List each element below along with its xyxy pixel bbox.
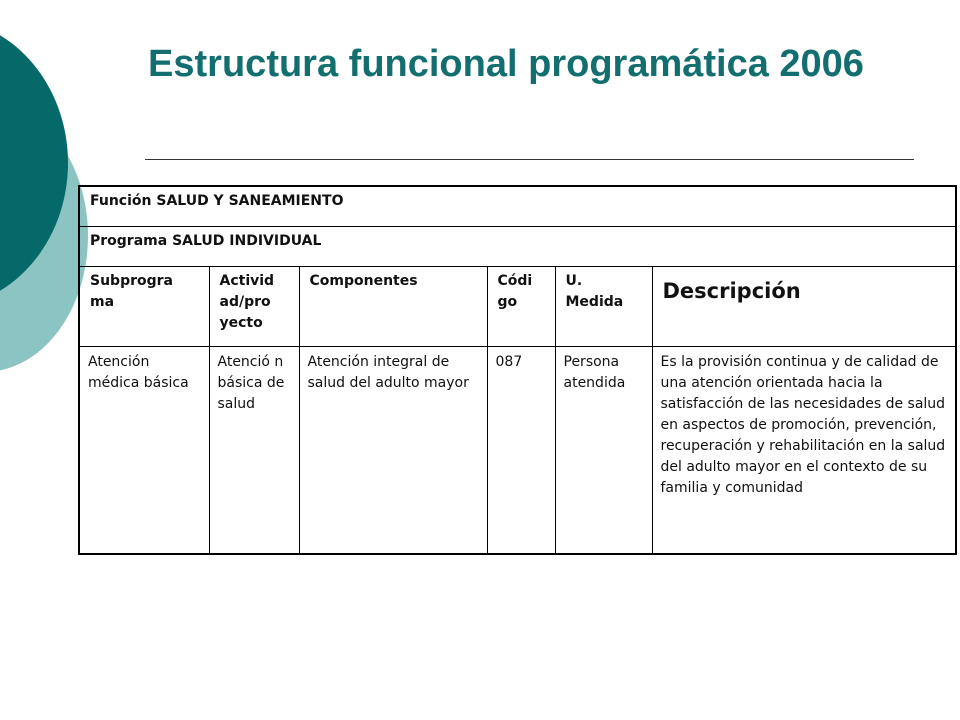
title-divider	[145, 159, 914, 160]
table-row	[79, 347, 956, 555]
program-row	[79, 227, 956, 267]
cell-medida: Persona atendida	[555, 347, 652, 555]
function-row	[79, 186, 956, 227]
header-actividad: Activid ad/pro yecto	[209, 267, 299, 347]
function-cell: Función SALUD Y SANEAMIENTO	[79, 186, 956, 227]
program-structure-table	[78, 185, 957, 555]
header-componentes: Componentes	[299, 267, 487, 347]
cell-codigo: 087	[487, 347, 555, 555]
page-title: Estructura funcional programática 2006	[148, 43, 864, 85]
column-header-row	[79, 267, 956, 347]
cell-descripcion: Es la provisión continua y de calidad de una atención orientada hacia la satisfacción de las necesidades de salud en aspectos de promoción, prevención, recuperación y rehabilitación en la salud del adulto mayor en el contexto de su familia y comunidad	[652, 347, 956, 555]
header-medida: U. Medida	[555, 267, 652, 347]
cell-subprograma: Atención médica básica	[79, 347, 209, 555]
header-codigo: Códi go	[487, 267, 555, 347]
program-cell: Programa SALUD INDIVIDUAL	[79, 227, 956, 267]
cell-componentes: Atención integral de salud del adulto mayor	[299, 347, 487, 555]
header-descripcion: Descripción	[652, 267, 956, 347]
cell-actividad: Atenció n básica de salud	[209, 347, 299, 555]
header-subprograma: Subprogra ma	[79, 267, 209, 347]
